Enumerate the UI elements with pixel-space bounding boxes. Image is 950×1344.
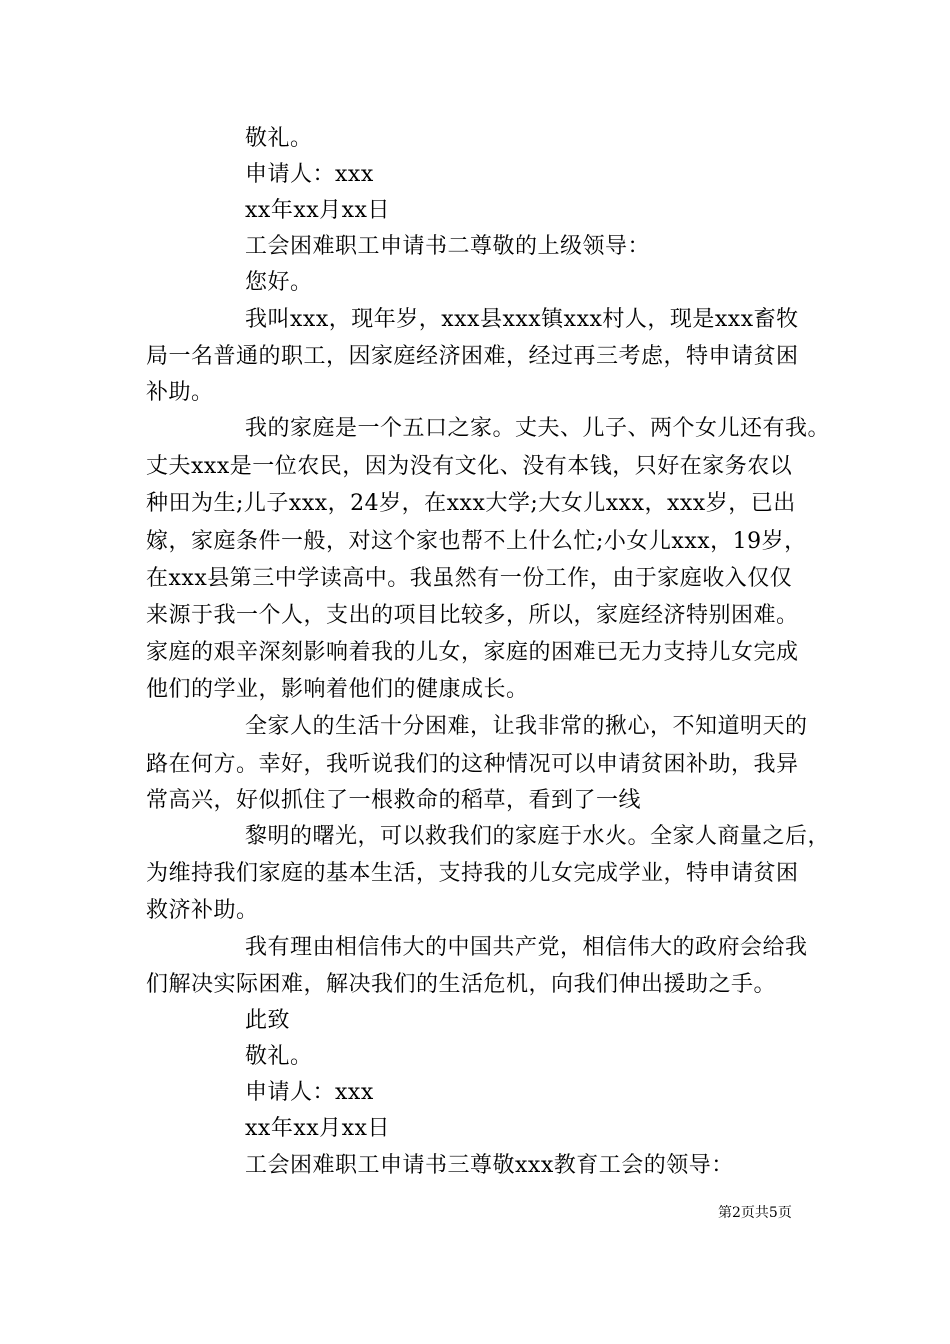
text-line: 全家人的生活十分困难，让我非常的揪心，不知道明天的 <box>245 714 808 739</box>
text-line: 申请人：xxx <box>245 162 374 187</box>
text-line: 申请人：xxx <box>245 1080 374 1105</box>
text-line: 丈夫xxx是一位农民，因为没有文化、没有本钱，只好在家务农以 <box>146 454 793 479</box>
text-line: 们解决实际困难，解决我们的生活危机，向我们伸出援助之手。 <box>146 972 777 997</box>
text-line: xx年xx月xx日 <box>245 198 390 223</box>
text-line: 工会困难职工申请书二尊敬的上级领导： <box>245 234 651 259</box>
text-line: 我有理由相信伟大的中国共产党，相信伟大的政府会给我 <box>245 935 808 960</box>
text-line: 敬礼。 <box>245 1044 313 1069</box>
text-line: 在xxx县第三中学读高中。我虽然有一份工作，由于家庭收入仅仅 <box>146 566 793 591</box>
text-line: 工会困难职工申请书三尊敬xxx教育工会的领导： <box>245 1153 734 1178</box>
text-line: 家庭的艰辛深刻影响着我的儿女，家庭的困难已无力支持儿女完成 <box>146 640 799 665</box>
text-line: 来源于我一个人，支出的项目比较多，所以，家庭经济特别困难。 <box>146 603 799 628</box>
text-line: 为维持我们家庭的基本生活，支持我的儿女完成学业，特申请贫困 <box>146 861 799 886</box>
text-line: 种田为生;儿子xxx，24岁，在xxx大学;大女儿xxx，xxx岁，已出 <box>146 491 796 516</box>
text-line: 他们的学业，影响着他们的健康成长。 <box>146 677 529 702</box>
text-line: 黎明的曙光，可以救我们的家庭于水火。全家人商量之后， <box>245 824 831 849</box>
page-number-footer: 第2页共5页 <box>718 1205 792 1221</box>
text-line: 补助。 <box>146 380 214 405</box>
text-line: 常高兴，好似抓住了一根救命的稻草，看到了一线 <box>146 788 642 813</box>
text-line: 此致 <box>245 1008 291 1033</box>
text-line: 嫁，家庭条件一般，对这个家也帮不上什么忙;小女儿xxx，19岁， <box>146 529 807 554</box>
text-line: 您好。 <box>245 270 313 295</box>
text-line: 救济补助。 <box>146 898 259 923</box>
text-line: 我叫xxx，现年岁，xxx县xxx镇xxx村人，现是xxx畜牧 <box>245 307 799 332</box>
text-line: 路在何方。幸好，我听说我们的这种情况可以申请贫困补助，我异 <box>146 752 799 777</box>
text-line: 我的家庭是一个五口之家。丈夫、儿子、两个女儿还有我。 <box>245 416 831 441</box>
text-line: xx年xx月xx日 <box>245 1116 390 1141</box>
text-line: 敬礼。 <box>245 126 313 151</box>
text-line: 局一名普通的职工，因家庭经济困难，经过再三考虑，特申请贫困 <box>146 344 799 369</box>
